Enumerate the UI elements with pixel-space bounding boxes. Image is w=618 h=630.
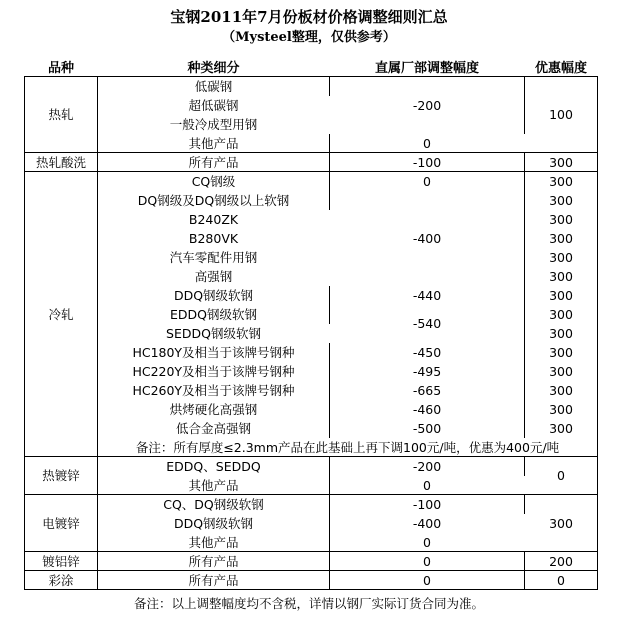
table-row [25,381,598,400]
discount-cell: 300 [525,419,598,438]
adjust-cell: -440 [330,286,525,305]
adjust-cell: 0 [330,571,525,590]
table-row [25,457,598,476]
table-row [25,77,598,96]
table-row [25,400,598,419]
discount-cell: 300 [525,343,598,362]
subtype-cell: DDQ钢级软钢 [98,286,330,305]
adjust-cell: -200 [330,457,525,476]
discount-cell: 300 [525,362,598,381]
adjust-cell: -665 [330,381,525,400]
discount-cell: 300 [525,286,598,305]
subtype-cell: 高强钢 [98,267,330,286]
product-cell: 热镀锌 [25,457,98,495]
subtype-cell: HC220Y及相当于该牌号钢种 [98,362,330,381]
subtype-cell: 其他产品 [98,476,330,495]
subtype-cell: 一般冷成型用钢 [98,115,330,134]
discount-cell: 100 [525,77,598,153]
subtype-cell: 其他产品 [98,134,330,153]
subtype-cell: HC260Y及相当于该牌号钢种 [98,381,330,400]
subtype-cell: DDQ钢级软钢 [98,514,330,533]
subtype-cell: 所有产品 [98,153,330,172]
header-discount: 优惠幅度 [525,60,598,77]
table-row [25,172,598,191]
discount-cell: 300 [525,172,598,191]
discount-cell: 200 [525,552,598,571]
adjust-cell: -100 [330,153,525,172]
table-row [25,438,598,457]
table-row [25,153,598,172]
subtype-cell: 低碳钢 [98,77,330,96]
product-cell: 热轧 [25,77,98,153]
table-row [25,514,598,533]
adjust-cell: -500 [330,419,525,438]
product-cell: 彩涂 [25,571,98,590]
subtype-cell: B280VK [98,229,330,248]
table-row [25,134,598,153]
discount-cell: 300 [525,381,598,400]
discount-cell: 300 [525,305,598,324]
table-row [25,286,598,305]
discount-cell: 0 [525,457,598,495]
adjust-cell: 0 [330,476,525,495]
discount-cell: 300 [525,267,598,286]
product-cell: 冷轧 [25,172,98,457]
adjust-cell: -460 [330,400,525,419]
product-cell: 热轧酸洗 [25,153,98,172]
adjust-cell: -540 [330,305,525,343]
table-row [25,552,598,571]
subtype-cell: 所有产品 [98,552,330,571]
discount-cell: 300 [525,153,598,172]
adjust-cell: 0 [330,134,525,153]
subtype-cell: EDDQ钢级软钢 [98,305,330,324]
table-row [25,495,598,514]
subtype-cell: 汽车零配件用钢 [98,248,330,267]
subtype-cell: 超低碳钢 [98,96,330,115]
discount-cell: 0 [525,571,598,590]
discount-cell: 300 [525,248,598,267]
table-row [25,476,598,495]
discount-cell: 300 [525,400,598,419]
sheet-title: 宝钢2011年7月份板材价格调整细则汇总 [170,8,448,26]
subtype-cell: DQ钢级及DQ钢级以上软钢 [98,191,330,210]
discount-cell: 300 [525,191,598,210]
subtype-cell: HC180Y及相当于该牌号钢种 [98,343,330,362]
subtype-cell: 低合金高强钢 [98,419,330,438]
discount-cell: 300 [525,495,598,552]
sheet-subtitle: （Mysteel整理，仅供参考） [222,30,396,45]
cold-rolled-note: 备注：所有厚度≤2.3mm产品在此基础上再下调100元/吨，优惠为400元/吨 [98,438,598,457]
discount-cell: 300 [525,324,598,343]
header-adjust: 直属厂部调整幅度 [330,60,525,77]
discount-cell: 300 [525,229,598,248]
subtype-cell: 烘烤硬化高强钢 [98,400,330,419]
subtype-cell: CQ钢级 [98,172,330,191]
header-product: 品种 [25,60,98,77]
price-table [24,59,598,590]
adjust-cell: 0 [330,552,525,571]
subtype-cell: 所有产品 [98,571,330,590]
table-row [25,571,598,590]
subtype-cell: CQ、DQ钢级软钢 [98,495,330,514]
discount-cell: 300 [525,210,598,229]
product-cell: 镀铝锌 [25,552,98,571]
adjust-cell: -495 [330,362,525,381]
table-row [25,533,598,552]
adjust-cell: -400 [330,191,525,286]
adjust-cell: 0 [330,533,525,552]
table-row [25,362,598,381]
header-subtype: 种类细分 [98,60,330,77]
subtype-cell: B240ZK [98,210,330,229]
table-row [25,305,598,324]
adjust-cell: -400 [330,514,525,533]
adjust-cell: -100 [330,495,525,514]
subtype-cell: EDDQ、SEDDQ [98,457,330,476]
adjust-cell: -450 [330,343,525,362]
product-cell: 电镀锌 [25,495,98,552]
table-row [25,343,598,362]
subtype-cell: 其他产品 [98,533,330,552]
adjust-cell: -200 [330,77,525,134]
table-row [25,191,598,210]
footer-note: 备注：以上调整幅度均不含税，详情以钢厂实际订货合同为准。 [133,596,484,611]
subtype-cell: SEDDQ钢级软钢 [98,324,330,343]
adjust-cell: 0 [330,172,525,191]
table-header [25,60,598,77]
table-row [25,419,598,438]
